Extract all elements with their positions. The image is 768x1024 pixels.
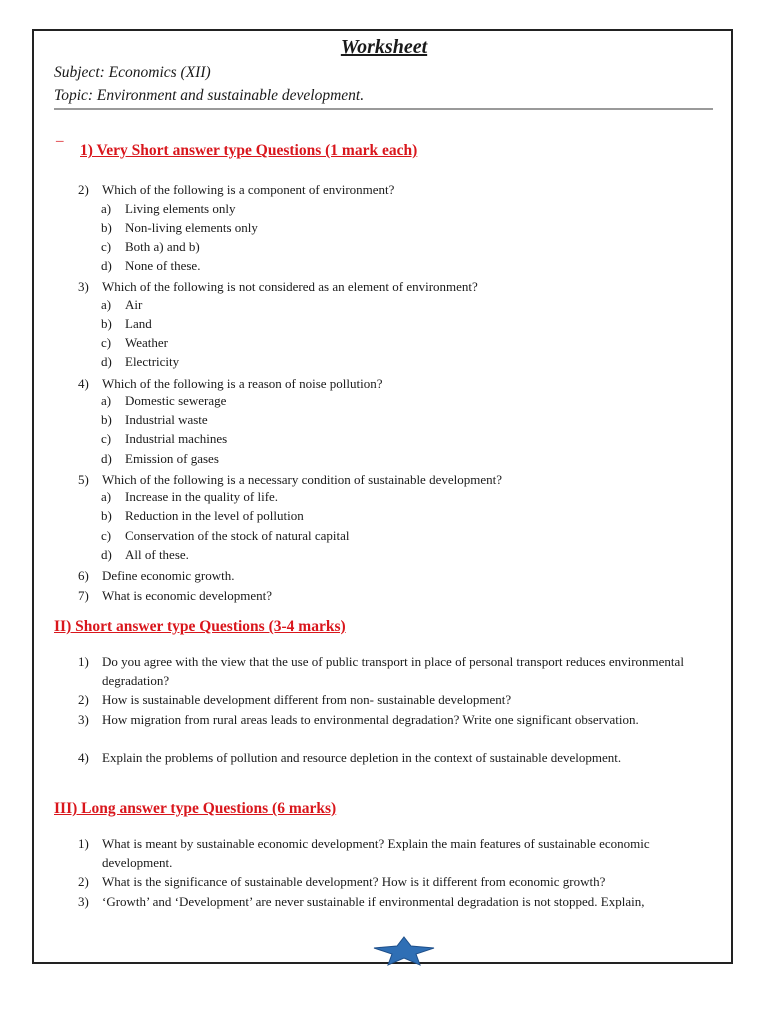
question (78, 470, 712, 489)
question-number: 6) (78, 568, 89, 583)
option-text: Non-living elements only (125, 220, 258, 235)
question-text: Explain the problems of pollution and resource depletion in the context of sustainable development. (102, 750, 622, 765)
question-number: 7) (78, 588, 89, 603)
question (78, 586, 712, 605)
option-text: Domestic sewerage (125, 393, 227, 408)
section1-heading: 1) Very Short answer type Questions (1 mark each) (80, 142, 418, 159)
divider (54, 108, 713, 110)
question-text: Which of the following is a component of environment? (102, 182, 395, 197)
option (101, 239, 200, 255)
question-text: Do you agree with the view that the use of public transport in place of personal transport reduces environmental degradation? (102, 654, 684, 689)
question-text: Define economic growth. (102, 568, 235, 583)
option-letter: a) (101, 489, 112, 504)
question (78, 690, 712, 709)
question-number: 4) (78, 750, 89, 765)
question (78, 872, 712, 891)
option (101, 220, 258, 236)
option-text: Electricity (125, 354, 180, 369)
option (101, 431, 227, 447)
option-letter: c) (101, 431, 112, 446)
option-letter: b) (101, 316, 112, 331)
question-number: 4) (78, 376, 89, 391)
question-text: Which of the following is a necessary condition of sustainable development? (102, 472, 502, 487)
topic-line: Topic: Environment and sustainable development. (54, 87, 365, 104)
option (101, 508, 304, 524)
option (101, 451, 219, 467)
option-text: Emission of gases (125, 451, 219, 466)
question-number: 2) (78, 874, 89, 889)
question (78, 180, 712, 199)
question-text: ‘Growth’ and ‘Development’ are never sustainable if environmental degradation is not stopped. Explain, (102, 894, 645, 909)
option-letter: d) (101, 451, 112, 466)
subject-line: Subject: Economics (XII) (54, 64, 211, 81)
option-letter: a) (101, 297, 112, 312)
question-text: How is sustainable development different from non- sustainable development? (102, 692, 512, 707)
option-text: Living elements only (125, 201, 236, 216)
question-text: Which of the following is a reason of noise pollution? (102, 376, 383, 391)
option (101, 354, 179, 370)
question-number: 5) (78, 472, 89, 487)
option-letter: c) (101, 528, 112, 543)
option-text: Industrial machines (125, 431, 228, 446)
dash-mark: _ (56, 128, 64, 144)
page-title: Worksheet (340, 36, 428, 58)
option-letter: a) (101, 393, 112, 408)
option-letter: b) (101, 220, 112, 235)
question-number: 3) (78, 894, 89, 909)
question-number: 3) (78, 279, 89, 294)
option-text: Conservation of the stock of natural capital (125, 528, 350, 543)
option-letter: b) (101, 508, 112, 523)
option (101, 547, 189, 563)
option (101, 201, 235, 217)
star-ornament-icon (372, 936, 436, 966)
option-letter: d) (101, 258, 112, 273)
question (78, 834, 712, 873)
question-number: 3) (78, 712, 89, 727)
question (78, 748, 712, 767)
option-text: All of these. (125, 547, 189, 562)
option (101, 412, 208, 428)
option (101, 316, 152, 332)
option-text: Reduction in the level of pollution (125, 508, 304, 523)
option-text: Weather (125, 335, 168, 350)
option (101, 393, 226, 409)
question-number: 1) (78, 836, 89, 851)
question-text: What is meant by sustainable economic development? Explain the main features of sustainable economic development. (102, 836, 650, 871)
question (78, 566, 712, 585)
option-letter: d) (101, 354, 112, 369)
question (78, 710, 712, 729)
option-text: None of these. (125, 258, 201, 273)
option-text: Land (125, 316, 152, 331)
option-letter: d) (101, 547, 112, 562)
option (101, 297, 142, 313)
option (101, 489, 278, 505)
option-text: Increase in the quality of life. (125, 489, 279, 504)
question (78, 374, 712, 393)
question (78, 277, 712, 296)
option-text: Both a) and b) (125, 239, 200, 254)
question-number: 1) (78, 654, 89, 669)
question-text: What is the significance of sustainable development? How is it different from economic growth? (102, 874, 606, 889)
section3-heading: III) Long answer type Questions (6 marks) (54, 800, 337, 817)
option (101, 528, 350, 544)
question-text: Which of the following is not considered as an element of environment? (102, 279, 478, 294)
option-letter: c) (101, 239, 112, 254)
question-number: 2) (78, 692, 89, 707)
question-number: 2) (78, 182, 89, 197)
question (78, 652, 712, 691)
option (101, 335, 168, 351)
option-letter: a) (101, 201, 112, 216)
option-text: Industrial waste (125, 412, 208, 427)
question-text: How migration from rural areas leads to environmental degradation? Write one significant observation. (102, 712, 639, 727)
option-letter: b) (101, 412, 112, 427)
option-letter: c) (101, 335, 112, 350)
question (78, 892, 712, 911)
option (101, 258, 200, 274)
section2-heading: II) Short answer type Questions (3-4 marks) (54, 618, 346, 635)
option-text: Air (125, 297, 143, 312)
question-text: What is economic development? (102, 588, 273, 603)
